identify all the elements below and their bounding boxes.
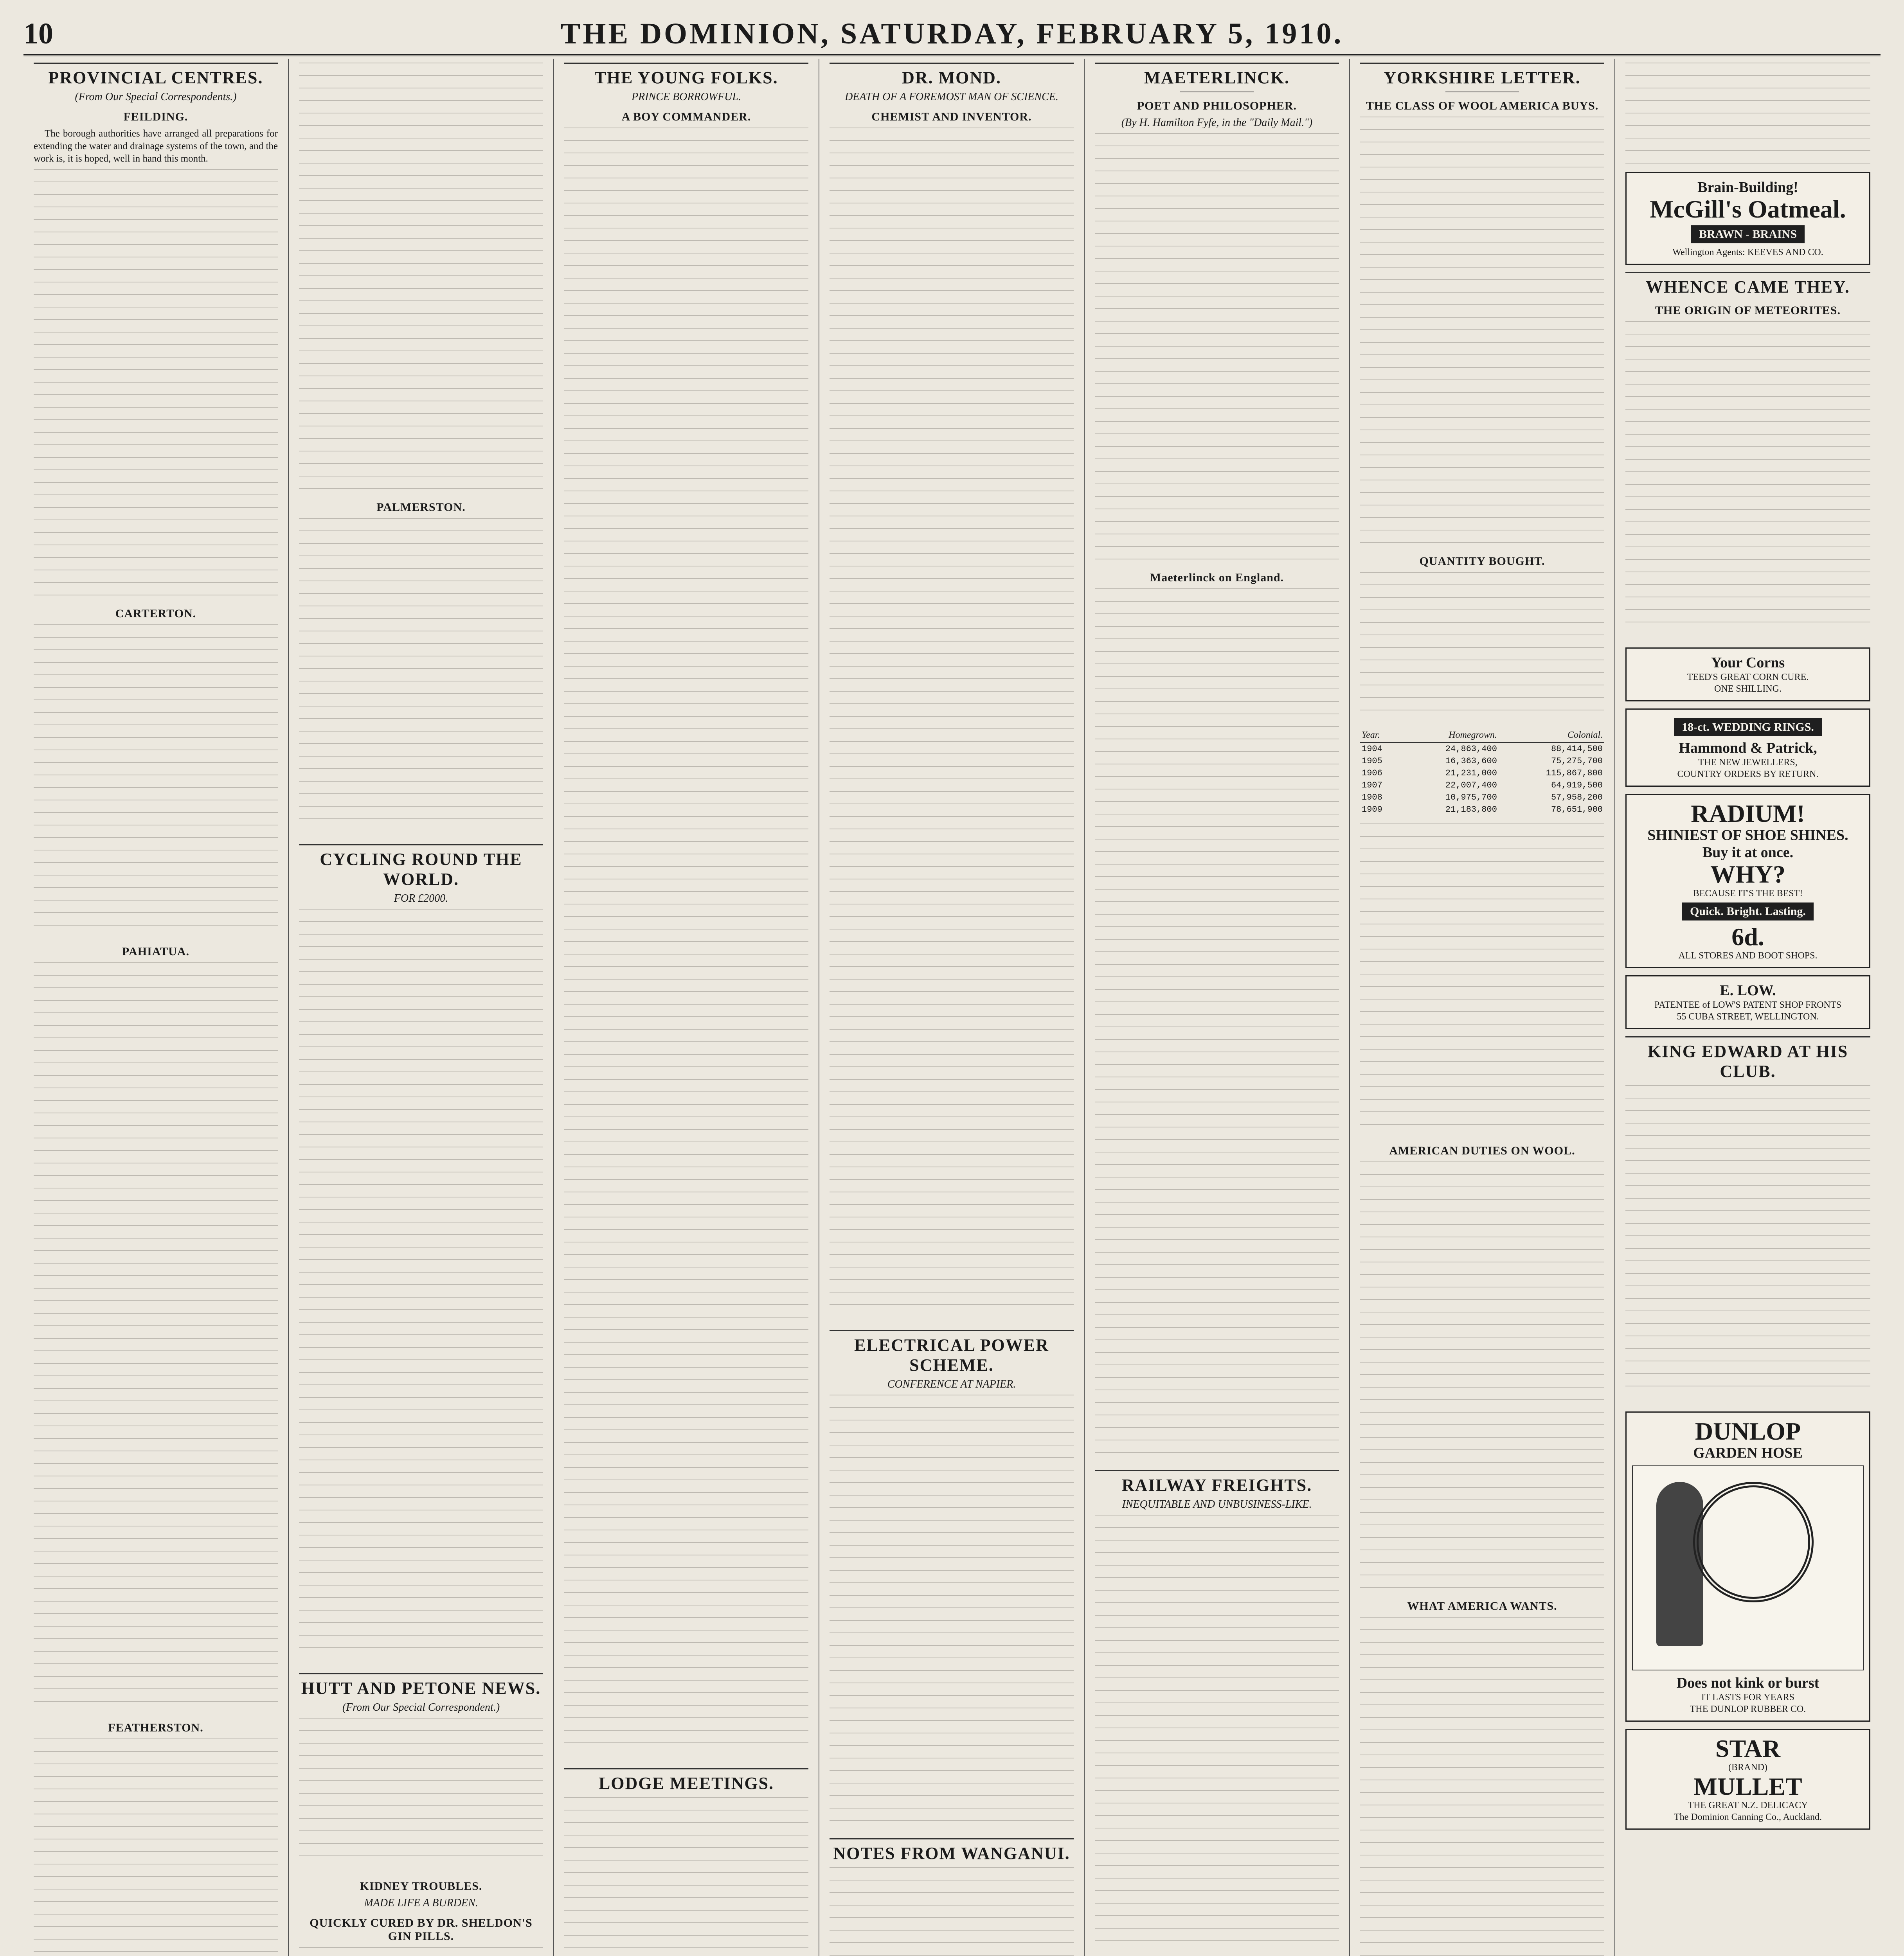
ad-footer: Wellington Agents: KEEVES AND CO. xyxy=(1672,247,1823,258)
headline: ELECTRICAL POWER SCHEME. xyxy=(830,1330,1074,1375)
ad-heading: 18-ct. WEDDING RINGS. xyxy=(1674,718,1822,736)
article-young-folks xyxy=(564,63,808,1755)
ad-price: 6d. xyxy=(1731,922,1764,951)
ad-corn-cure xyxy=(1625,647,1870,701)
headline: LODGE MEETINGS. xyxy=(564,1768,808,1793)
headline: WHENCE CAME THEY. xyxy=(1625,272,1870,297)
headline: RAILWAY FREIGHTS. xyxy=(1095,1470,1339,1495)
text-block xyxy=(1095,588,1339,1019)
woman-figure-icon xyxy=(1656,1482,1703,1646)
hose-illustration xyxy=(1632,1465,1864,1670)
ad-address: 55 CUBA STREET, WELLINGTON. xyxy=(1677,1011,1819,1022)
table-header: Year. xyxy=(1360,728,1402,742)
table-row: 1905 16,363,600 75,275,700 xyxy=(1362,756,1603,766)
ad-tagline: Quick. Bright. Lasting. xyxy=(1682,902,1814,920)
section-title: A BOY COMMANDER. xyxy=(621,110,751,123)
newspaper-title: THE DOMINION, SATURDAY, FEBRUARY 5, 1910. xyxy=(560,17,1344,50)
masthead xyxy=(23,16,1881,56)
ad-why: WHY? xyxy=(1710,860,1785,888)
ad-brand: McGill's Oatmeal. xyxy=(1650,195,1846,223)
headline: CYCLING ROUND THE WORLD. xyxy=(299,844,543,889)
subheadline: DEATH OF A FOREMOST MAN OF SCIENCE. xyxy=(845,91,1058,103)
ad-maker: THE DUNLOP RUBBER CO. xyxy=(1690,1704,1806,1714)
article-wanganui xyxy=(830,1838,1074,1956)
article-yorkshire xyxy=(1360,63,1604,1956)
page-number: 10 xyxy=(23,17,53,50)
newspaper-page xyxy=(23,16,1881,1956)
ad-product: MULLET xyxy=(1693,1773,1802,1801)
subheadline: PRINCE BORROWFUL. xyxy=(632,91,741,103)
ad-heading: STAR xyxy=(1715,1734,1780,1762)
byline: (By H. Hamilton Fyfe, in the "Daily Mail.") xyxy=(1121,117,1313,129)
article-maeterlinck xyxy=(1095,63,1339,1457)
subheadline: (From Our Special Correspondent.) xyxy=(342,1701,500,1713)
text-block xyxy=(1360,1161,1604,1592)
columns xyxy=(23,59,1881,1956)
section-title: AMERICAN DUTIES ON WOOL. xyxy=(1389,1144,1575,1157)
table-row: 1906 21,231,000 115,867,800 xyxy=(1362,768,1603,778)
article-kidney xyxy=(299,1880,543,1956)
headline: KING EDWARD AT HIS CLUB. xyxy=(1625,1036,1870,1081)
headline: MAETERLINCK. xyxy=(1095,63,1339,88)
ad-tagline: Does not kink or burst xyxy=(1676,1674,1819,1691)
ad-line: PATENTEE of LOW'S PATENT SHOP FRONTS xyxy=(1654,1000,1841,1010)
ad-sub: IT LASTS FOR YEARS xyxy=(1701,1692,1795,1703)
article-electrical xyxy=(830,1330,1074,1825)
hose-coil-icon xyxy=(1693,1482,1814,1602)
column-2 xyxy=(289,59,554,1956)
section-title: FEILDING. xyxy=(123,110,188,123)
text-block xyxy=(1625,1085,1870,1398)
ad-brand: DUNLOP xyxy=(1695,1417,1801,1445)
text-block xyxy=(830,1395,1074,1825)
text-block xyxy=(1095,1027,1339,1457)
headline: HUTT AND PETONE NEWS. xyxy=(299,1673,543,1698)
ad-radium xyxy=(1625,794,1870,968)
section-title: QUICKLY CURED BY DR. SHELDON'S GIN PILLS. xyxy=(310,1916,533,1943)
section-title: CARTERTON. xyxy=(115,607,196,620)
subheadline: CONFERENCE AT NAPIER. xyxy=(887,1378,1016,1390)
article-cycling xyxy=(299,844,543,1660)
ad-buy: Buy it at once. xyxy=(1702,844,1794,861)
headline: NOTES FROM WANGANUI. xyxy=(830,1838,1074,1863)
column-1 xyxy=(23,59,289,1956)
ad-product: GARDEN HOSE xyxy=(1693,1444,1803,1461)
ad-tagline: BRAWN - BRAINS xyxy=(1691,225,1805,243)
ad-heading: Brain-Building! xyxy=(1697,179,1798,196)
subheadline: MADE LIFE A BURDEN. xyxy=(364,1897,478,1909)
column-7 xyxy=(1615,59,1881,1956)
ad-footer: The Dominion Canning Co., Auckland. xyxy=(1674,1812,1822,1823)
text-block xyxy=(564,1797,808,1956)
column-3 xyxy=(554,59,819,1956)
table-row: 1909 21,183,800 78,651,900 xyxy=(1362,805,1603,814)
ad-stores: ALL STORES AND BOOT SHOPS. xyxy=(1678,950,1818,961)
ad-low-shopfronts xyxy=(1625,975,1870,1029)
wool-table xyxy=(1360,728,1604,816)
article-mond xyxy=(830,63,1074,1317)
text-block xyxy=(1095,133,1339,563)
ad-heading: RADIUM! xyxy=(1691,800,1805,828)
ad-line: THE GREAT N.Z. DELICACY xyxy=(1688,1800,1808,1811)
ad-dunlop-hose xyxy=(1625,1411,1870,1722)
article-whence xyxy=(1625,272,1870,634)
text-block xyxy=(34,169,278,599)
section-title: Maeterlinck on England. xyxy=(1150,571,1284,584)
ad-line: SHINIEST OF SHOE SHINES. xyxy=(1647,827,1848,844)
section-title: THE CLASS OF WOOL AMERICA BUYS. xyxy=(1366,99,1599,112)
ad-footer: COUNTRY ORDERS BY RETURN. xyxy=(1677,769,1819,780)
section-title: CHEMIST AND INVENTOR. xyxy=(871,110,1032,123)
text-block xyxy=(830,128,1074,558)
text-block xyxy=(564,566,808,996)
headline: DR. MOND. xyxy=(830,63,1074,88)
text-block xyxy=(299,1947,543,1956)
ad-sub: THE NEW JEWELLERS, xyxy=(1698,757,1798,768)
ad-because: BECAUSE IT'S THE BEST! xyxy=(1693,888,1803,899)
ad-line: Hammond & Patrick, xyxy=(1679,740,1817,757)
text-block xyxy=(299,1718,543,1866)
text-block xyxy=(1095,1515,1339,1945)
text-block xyxy=(34,1400,278,1713)
section-title: PALMERSTON. xyxy=(376,501,466,514)
headline: PROVINCIAL CENTRES. xyxy=(34,63,278,88)
text-block xyxy=(1625,63,1870,164)
table-header: Homegrown. xyxy=(1402,728,1499,742)
text-block xyxy=(34,962,278,1393)
table-row: 1907 22,007,400 64,919,500 xyxy=(1362,780,1603,790)
text-block xyxy=(34,624,278,937)
ad-price: ONE SHILLING. xyxy=(1714,684,1782,694)
ad-star-mullet xyxy=(1625,1729,1870,1830)
text-block xyxy=(1625,321,1870,634)
text-block xyxy=(1360,1617,1604,1956)
subheadline: (From Our Special Correspondents.) xyxy=(75,91,237,103)
subheadline: INEQUITABLE AND UNBUSINESS-LIKE. xyxy=(1122,1498,1312,1510)
ad-mcgill-oatmeal xyxy=(1625,172,1870,265)
text-block xyxy=(299,1347,543,1660)
section-title: PAHIATUA. xyxy=(122,945,190,958)
table-header: Colonial. xyxy=(1499,728,1604,742)
text-block xyxy=(1360,823,1604,1136)
text-block xyxy=(564,1004,808,1434)
text-block xyxy=(299,63,543,493)
section-title: THE ORIGIN OF METEORITES. xyxy=(1655,304,1841,317)
column-5 xyxy=(1085,59,1350,1956)
text-block xyxy=(1360,117,1604,547)
text-block xyxy=(1360,572,1604,721)
article-lodge xyxy=(564,1768,808,1956)
ad-sub: (BRAND) xyxy=(1728,1762,1767,1773)
headline: THE YOUNG FOLKS. xyxy=(564,63,808,88)
section-title: POET AND PHILOSOPHER. xyxy=(1137,99,1297,112)
table-header-row xyxy=(1360,728,1604,742)
table-row: 1908 10,975,700 57,958,200 xyxy=(1362,793,1603,802)
headline: YORKSHIRE LETTER. xyxy=(1360,63,1604,88)
text-block xyxy=(299,518,543,831)
text-block xyxy=(564,1442,808,1755)
column-6 xyxy=(1350,59,1615,1956)
subheadline: FOR £2000. xyxy=(394,892,448,904)
article-king-edward xyxy=(1625,1036,1870,1398)
text-block xyxy=(299,909,543,1339)
article-provincial xyxy=(34,63,278,1956)
article-palmerston xyxy=(299,501,543,831)
ad-line: TEED'S GREAT CORN CURE. xyxy=(1687,672,1809,683)
text-block xyxy=(830,566,1074,996)
ad-wedding-rings xyxy=(1625,708,1870,787)
section-title: FEATHERSTON. xyxy=(108,1721,203,1734)
ad-heading: E. LOW. xyxy=(1720,982,1776,999)
text-block xyxy=(564,128,808,558)
text-block xyxy=(34,1738,278,1956)
text-block xyxy=(830,1867,1074,1956)
column-4 xyxy=(819,59,1085,1956)
ad-heading: Your Corns xyxy=(1711,654,1785,671)
article-hutt xyxy=(299,1673,543,1866)
table-row: 1904 24,863,400 88,414,500 xyxy=(1362,744,1603,754)
section-title: WHAT AMERICA WANTS. xyxy=(1407,1600,1557,1613)
article-railway xyxy=(1095,1470,1339,1945)
section-title: QUANTITY BOUGHT. xyxy=(1419,555,1545,568)
section-title: KIDNEY TROUBLES. xyxy=(360,1880,482,1893)
article-body: The borough authorities have arranged all preparations for extending the water and drainage systems of the town, and the work is, it is hoped, well in hand this month. xyxy=(34,128,278,164)
text-block xyxy=(830,1004,1074,1317)
